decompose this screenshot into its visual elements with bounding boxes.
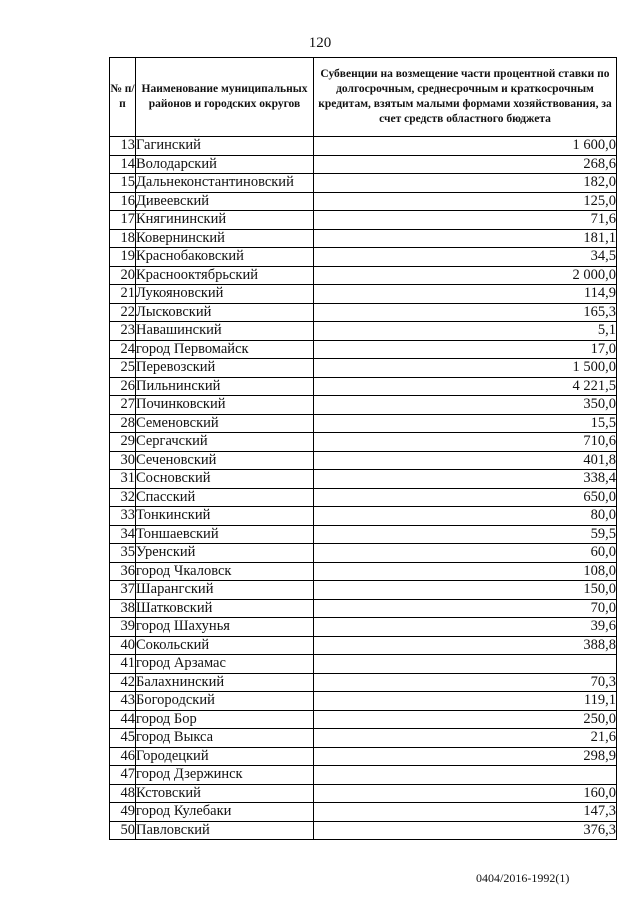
row-name: город Шахунья [136, 618, 314, 637]
row-number: 17 [110, 211, 136, 230]
row-value [314, 766, 617, 785]
row-value: 350,0 [314, 396, 617, 415]
row-number: 31 [110, 470, 136, 489]
table-row [110, 729, 617, 748]
table-row [110, 396, 617, 415]
table-row [110, 488, 617, 507]
row-number: 34 [110, 525, 136, 544]
row-name: Володарский [136, 155, 314, 174]
row-number: 35 [110, 544, 136, 563]
table-header-row [110, 58, 617, 137]
row-number: 25 [110, 359, 136, 378]
table-row [110, 229, 617, 248]
table-row [110, 710, 617, 729]
row-value: 39,6 [314, 618, 617, 637]
row-number: 33 [110, 507, 136, 526]
row-name: Сокольский [136, 636, 314, 655]
table-row [110, 692, 617, 711]
table-row [110, 747, 617, 766]
row-number: 41 [110, 655, 136, 674]
row-name: Сосновский [136, 470, 314, 489]
row-number: 29 [110, 433, 136, 452]
row-number: 48 [110, 784, 136, 803]
table-row [110, 766, 617, 785]
row-name: город Арзамас [136, 655, 314, 674]
row-name: Дивеевский [136, 192, 314, 211]
header-name: Наименование муниципальных районов и городских округов [136, 58, 314, 137]
table-row [110, 248, 617, 267]
table-row [110, 174, 617, 193]
header-value: Субвенции на возмещение части процентной ставки по долгосрочным, среднесрочным и краткосрочным кредитам, взятым малыми формами хозяйствования, за счет средств областного бюджета [314, 58, 617, 137]
table-row [110, 636, 617, 655]
row-number: 37 [110, 581, 136, 600]
table-row [110, 266, 617, 285]
table-row [110, 655, 617, 674]
row-value: 114,9 [314, 285, 617, 304]
row-number: 26 [110, 377, 136, 396]
row-name: Тоншаевский [136, 525, 314, 544]
row-number: 30 [110, 451, 136, 470]
table-row [110, 784, 617, 803]
table-row [110, 525, 617, 544]
table-row [110, 803, 617, 822]
table-row [110, 359, 617, 378]
row-value: 5,1 [314, 322, 617, 341]
row-number: 16 [110, 192, 136, 211]
subsidy-table [109, 57, 617, 840]
table-row [110, 581, 617, 600]
row-value: 34,5 [314, 248, 617, 267]
row-number: 18 [110, 229, 136, 248]
row-number: 20 [110, 266, 136, 285]
row-name: город Кулебаки [136, 803, 314, 822]
row-name: Богородский [136, 692, 314, 711]
row-value: 160,0 [314, 784, 617, 803]
table-body [110, 137, 617, 840]
row-value: 250,0 [314, 710, 617, 729]
row-number: 38 [110, 599, 136, 618]
row-value: 71,6 [314, 211, 617, 230]
document-code: 0404/2016-1992(1) [476, 871, 570, 885]
row-number: 45 [110, 729, 136, 748]
row-name: Семеновский [136, 414, 314, 433]
row-value: 21,6 [314, 729, 617, 748]
row-name: Лукояновский [136, 285, 314, 304]
row-value: 298,9 [314, 747, 617, 766]
header-num: № п/п [110, 58, 136, 137]
table-row [110, 377, 617, 396]
row-number: 21 [110, 285, 136, 304]
row-name: Краснооктябрьский [136, 266, 314, 285]
table-row [110, 155, 617, 174]
table-row [110, 673, 617, 692]
row-number: 32 [110, 488, 136, 507]
row-number: 43 [110, 692, 136, 711]
row-number: 36 [110, 562, 136, 581]
row-value: 388,8 [314, 636, 617, 655]
row-value: 338,4 [314, 470, 617, 489]
row-name: Уренский [136, 544, 314, 563]
row-name: Княгининский [136, 211, 314, 230]
row-name: Шатковский [136, 599, 314, 618]
row-name: Павловский [136, 821, 314, 840]
table-row [110, 340, 617, 359]
table-row [110, 544, 617, 563]
table-row [110, 192, 617, 211]
row-name: Балахнинский [136, 673, 314, 692]
table-row [110, 211, 617, 230]
row-number: 14 [110, 155, 136, 174]
row-number: 39 [110, 618, 136, 637]
row-number: 24 [110, 340, 136, 359]
row-name: Навашинский [136, 322, 314, 341]
table-row [110, 137, 617, 156]
row-number: 49 [110, 803, 136, 822]
row-number: 40 [110, 636, 136, 655]
row-number: 13 [110, 137, 136, 156]
row-number: 46 [110, 747, 136, 766]
row-value: 125,0 [314, 192, 617, 211]
row-number: 50 [110, 821, 136, 840]
row-name: Починковский [136, 396, 314, 415]
table-row [110, 599, 617, 618]
table-row [110, 507, 617, 526]
row-number: 44 [110, 710, 136, 729]
row-name: Перевозский [136, 359, 314, 378]
row-name: город Выкса [136, 729, 314, 748]
row-value: 710,6 [314, 433, 617, 452]
row-value: 1 500,0 [314, 359, 617, 378]
row-name: Лысковский [136, 303, 314, 322]
row-value: 80,0 [314, 507, 617, 526]
table-row [110, 821, 617, 840]
row-value: 401,8 [314, 451, 617, 470]
row-value: 150,0 [314, 581, 617, 600]
row-name: Спасский [136, 488, 314, 507]
row-number: 27 [110, 396, 136, 415]
row-value: 181,1 [314, 229, 617, 248]
row-value: 17,0 [314, 340, 617, 359]
table-row [110, 285, 617, 304]
row-value: 376,3 [314, 821, 617, 840]
row-number: 22 [110, 303, 136, 322]
page-number: 120 [308, 35, 332, 51]
row-name: Дальнеконстантиновский [136, 174, 314, 193]
row-number: 42 [110, 673, 136, 692]
row-name: Сеченовский [136, 451, 314, 470]
row-name: Тонкинский [136, 507, 314, 526]
table-row [110, 433, 617, 452]
table-row [110, 470, 617, 489]
row-value: 2 000,0 [314, 266, 617, 285]
table-row [110, 618, 617, 637]
row-number: 28 [110, 414, 136, 433]
row-name: Кстовский [136, 784, 314, 803]
row-value: 119,1 [314, 692, 617, 711]
row-value [314, 655, 617, 674]
row-value: 59,5 [314, 525, 617, 544]
row-number: 15 [110, 174, 136, 193]
row-number: 19 [110, 248, 136, 267]
row-value: 60,0 [314, 544, 617, 563]
row-value: 4 221,5 [314, 377, 617, 396]
row-value: 1 600,0 [314, 137, 617, 156]
row-value: 70,0 [314, 599, 617, 618]
row-value: 650,0 [314, 488, 617, 507]
row-name: Гагинский [136, 137, 314, 156]
row-name: город Первомайск [136, 340, 314, 359]
row-value: 268,6 [314, 155, 617, 174]
row-number: 23 [110, 322, 136, 341]
row-number: 47 [110, 766, 136, 785]
table-row [110, 562, 617, 581]
table-row [110, 451, 617, 470]
row-value: 182,0 [314, 174, 617, 193]
row-name: Городецкий [136, 747, 314, 766]
row-name: Сергачский [136, 433, 314, 452]
row-name: город Чкаловск [136, 562, 314, 581]
row-value: 147,3 [314, 803, 617, 822]
table-row [110, 322, 617, 341]
row-name: Шарангский [136, 581, 314, 600]
table-row [110, 414, 617, 433]
row-name: город Бор [136, 710, 314, 729]
row-name: Пильнинский [136, 377, 314, 396]
row-value: 15,5 [314, 414, 617, 433]
row-value: 165,3 [314, 303, 617, 322]
row-name: город Дзержинск [136, 766, 314, 785]
row-name: Краснобаковский [136, 248, 314, 267]
table-row [110, 303, 617, 322]
row-name: Ковернинский [136, 229, 314, 248]
row-value: 108,0 [314, 562, 617, 581]
row-value: 70,3 [314, 673, 617, 692]
